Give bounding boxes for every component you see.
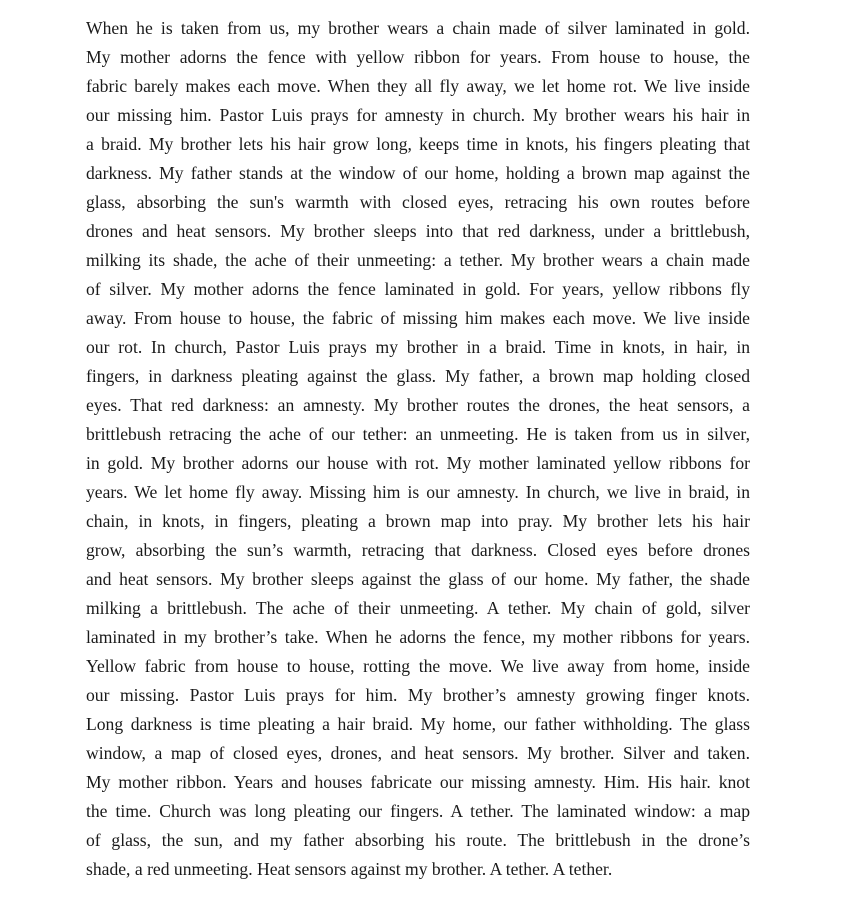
- text-line: eyes. That red darkness: an amnesty. My brother routes the drones, the heat sensors, a: [86, 395, 750, 415]
- text-line: of glass, the sun, and my father absorbing his route. The brittlebush in the drone’s: [86, 830, 750, 850]
- text-line: My mother ribbon. Years and houses fabricate our missing amnesty. Him. His hair. knot: [86, 772, 750, 792]
- text-line: our rot. In church, Pastor Luis prays my brother in a braid. Time in knots, in hair, in: [86, 337, 750, 357]
- text-line: Yellow fabric from house to house, rotting the move. We live away from home, inside: [86, 656, 750, 676]
- text-line: away. From house to house, the fabric of missing him makes each move. We live inside: [86, 308, 750, 328]
- text-line: and heat sensors. My brother sleeps against the glass of our home. My father, the shade: [86, 569, 750, 589]
- text-line: milking its shade, the ache of their unmeeting: a tether. My brother wears a chain made: [86, 250, 750, 270]
- text-line: When he is taken from us, my brother wears a chain made of silver laminated in gold.: [86, 18, 750, 38]
- text-line: of silver. My mother adorns the fence laminated in gold. For years, yellow ribbons fly: [86, 279, 750, 299]
- text-line: years. We let home fly away. Missing him is our amnesty. In church, we live in braid, in: [86, 482, 750, 502]
- text-line: brittlebush retracing the ache of our tether: an unmeeting. He is taken from us in silver,: [86, 424, 750, 444]
- text-line: chain, in knots, in fingers, pleating a brown map into pray. My brother lets his hair: [86, 511, 750, 531]
- text-line: the time. Church was long pleating our fingers. A tether. The laminated window: a map: [86, 801, 750, 821]
- text-line: our missing him. Pastor Luis prays for amnesty in church. My brother wears his hair in: [86, 105, 750, 125]
- text-line: laminated in my brother’s take. When he adorns the fence, my mother ribbons for years.: [86, 627, 750, 647]
- text-line: drones and heat sensors. My brother sleeps into that red darkness, under a brittlebush,: [86, 221, 750, 241]
- text-line: glass, absorbing the sun's warmth with closed eyes, retracing his own routes before: [86, 192, 750, 212]
- text-line: fabric barely makes each move. When they all fly away, we let home rot. We live inside: [86, 76, 750, 96]
- text-line: in gold. My brother adorns our house with rot. My mother laminated yellow ribbons for: [86, 453, 750, 473]
- text-line: window, a map of closed eyes, drones, and heat sensors. My brother. Silver and taken.: [86, 743, 750, 763]
- text-line: fingers, in darkness pleating against the glass. My father, a brown map holding closed: [86, 366, 750, 386]
- text-line: My mother adorns the fence with yellow ribbon for years. From house to house, the: [86, 47, 750, 67]
- text-line: darkness. My father stands at the window of our home, holding a brown map against the: [86, 163, 750, 183]
- text-line-last: shade, a red unmeeting. Heat sensors against my brother. A tether. A tether.: [86, 859, 613, 879]
- text-line: grow, absorbing the sun’s warmth, retracing that darkness. Closed eyes before drones: [86, 540, 750, 560]
- text-line: our missing. Pastor Luis prays for him. My brother’s amnesty growing finger knots.: [86, 685, 750, 705]
- text-line: Long darkness is time pleating a hair braid. My home, our father withholding. The glass: [86, 714, 750, 734]
- prose-paragraph: [86, 14, 750, 884]
- text-line: milking a brittlebush. The ache of their unmeeting. A tether. My chain of gold, silver: [86, 598, 750, 618]
- text-line: a braid. My brother lets his hair grow long, keeps time in knots, his fingers pleating that: [86, 134, 750, 154]
